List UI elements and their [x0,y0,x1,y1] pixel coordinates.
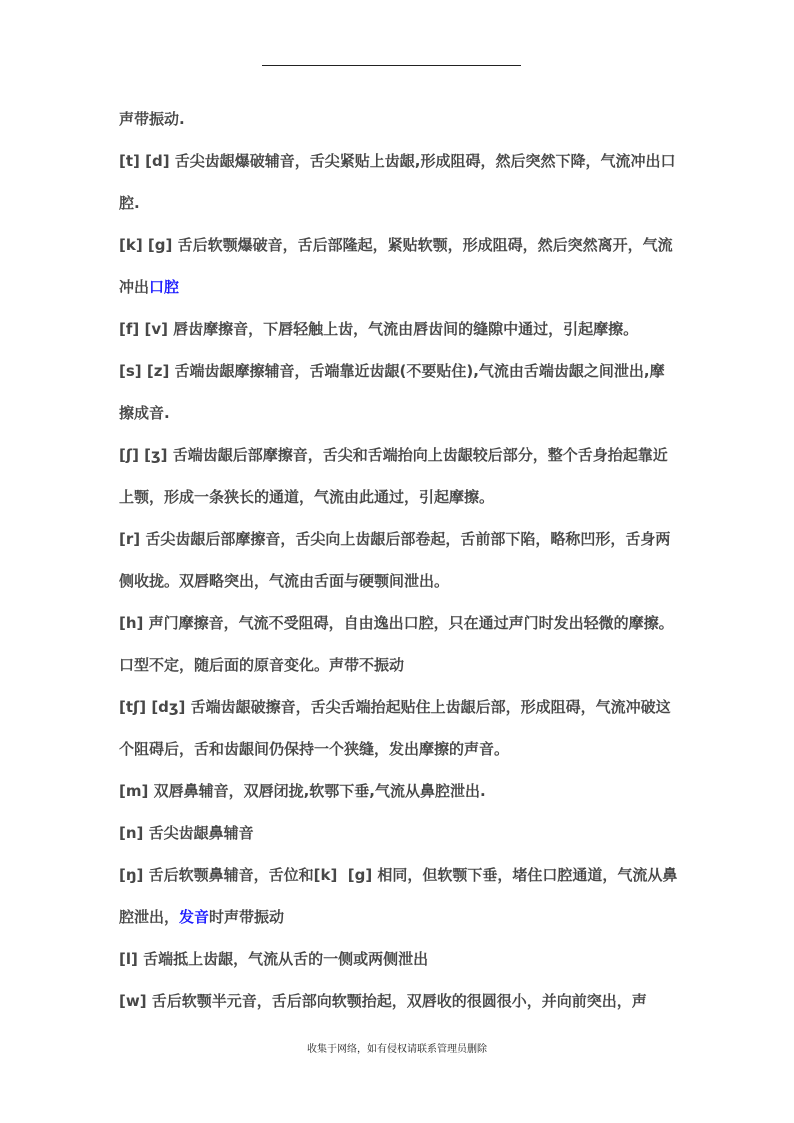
paragraph-text: [f] [v] 唇齿摩擦音，下唇轻触上齿，气流由唇齿间的缝隙中通过，引起摩擦。 [119,320,639,338]
paragraph-text: [s] [z] 舌端齿龈摩擦辅音，舌端靠近齿龈(不要贴住),气流由舌端齿龈之间泄出,摩擦成音. [119,362,665,422]
paragraph [119,518,679,602]
paragraph-text: [r] 舌尖齿龈后部摩擦音，舌尖向上齿龈后部卷起，舌前部下陷，略称凹形，舌身两侧收拢。双唇略突出，气流由舌面与硬颚间泄出。 [119,530,671,590]
paragraph [119,434,679,518]
inline-link[interactable]: 口腔 [149,278,180,296]
paragraph [119,770,679,812]
paragraph [119,140,679,224]
inline-link[interactable]: 发音 [179,908,210,926]
paragraph [119,98,679,140]
page-footer: 收集于网络，如有侵权请联系管理员删除 [307,1044,487,1055]
paragraph-text: [m] 双唇鼻辅音，双唇闭拢,软鄂下垂,气流从鼻腔泄出. [119,782,486,800]
paragraph-text: [w] 舌后软颚半元音，舌后部向软颚抬起，双唇收的很圆很小，并向前突出，声 [119,992,647,1010]
paragraph-text: [tʃ] [dʒ] 舌端齿龈破擦音，舌尖舌端抬起贴住上齿龈后部，形成阻碍，气流冲破这个阻碍后，舌和齿龈间仍保持一个狭缝，发出摩擦的声音。 [119,698,671,758]
paragraph [119,980,679,1022]
paragraph-text: [ŋ] 舌后软颚鼻辅音，舌位和[k] [g] 相同，但软颚下垂，堵住口腔通道，气流从鼻腔泄出， [119,866,678,926]
paragraph-text: 时声带振动 [209,908,285,926]
paragraph-text: [t] [d] 舌尖齿龈爆破辅音，舌尖紧贴上齿龈,形成阻碍，然后突然下降，气流冲出口腔. [119,152,676,212]
paragraph-text: [ʃ] [ʒ] 舌端齿龈后部摩擦音，舌尖和舌端抬向上齿龈较后部分，整个舌身抬起靠近上颚，形成一条狭长的通道，气流由此通过，引起摩擦。 [119,446,668,506]
paragraph [119,602,679,686]
paragraph-text: [n] 舌尖齿龈鼻辅音 [119,824,254,842]
paragraph [119,938,679,980]
document-body [119,98,679,1022]
header-rule [262,65,521,66]
paragraph-text: [h] 声门摩擦音，气流不受阻碍，自由逸出口腔，只在通过声门时发出轻微的摩擦。口型不定，随后面的原音变化。声带不振动 [119,614,674,674]
paragraph [119,854,679,938]
paragraph [119,224,679,308]
paragraph-text: [k] [g] 舌后软颚爆破音，舌后部隆起，紧贴软颚，形成阻碍，然后突然离开，气流冲出 [119,236,673,296]
paragraph [119,686,679,770]
paragraph-text: 声带振动. [119,110,185,128]
paragraph-text: [l] 舌端抵上齿龈，气流从舌的一侧或两侧泄出 [119,950,429,968]
paragraph [119,812,679,854]
paragraph [119,308,679,350]
paragraph [119,350,679,434]
